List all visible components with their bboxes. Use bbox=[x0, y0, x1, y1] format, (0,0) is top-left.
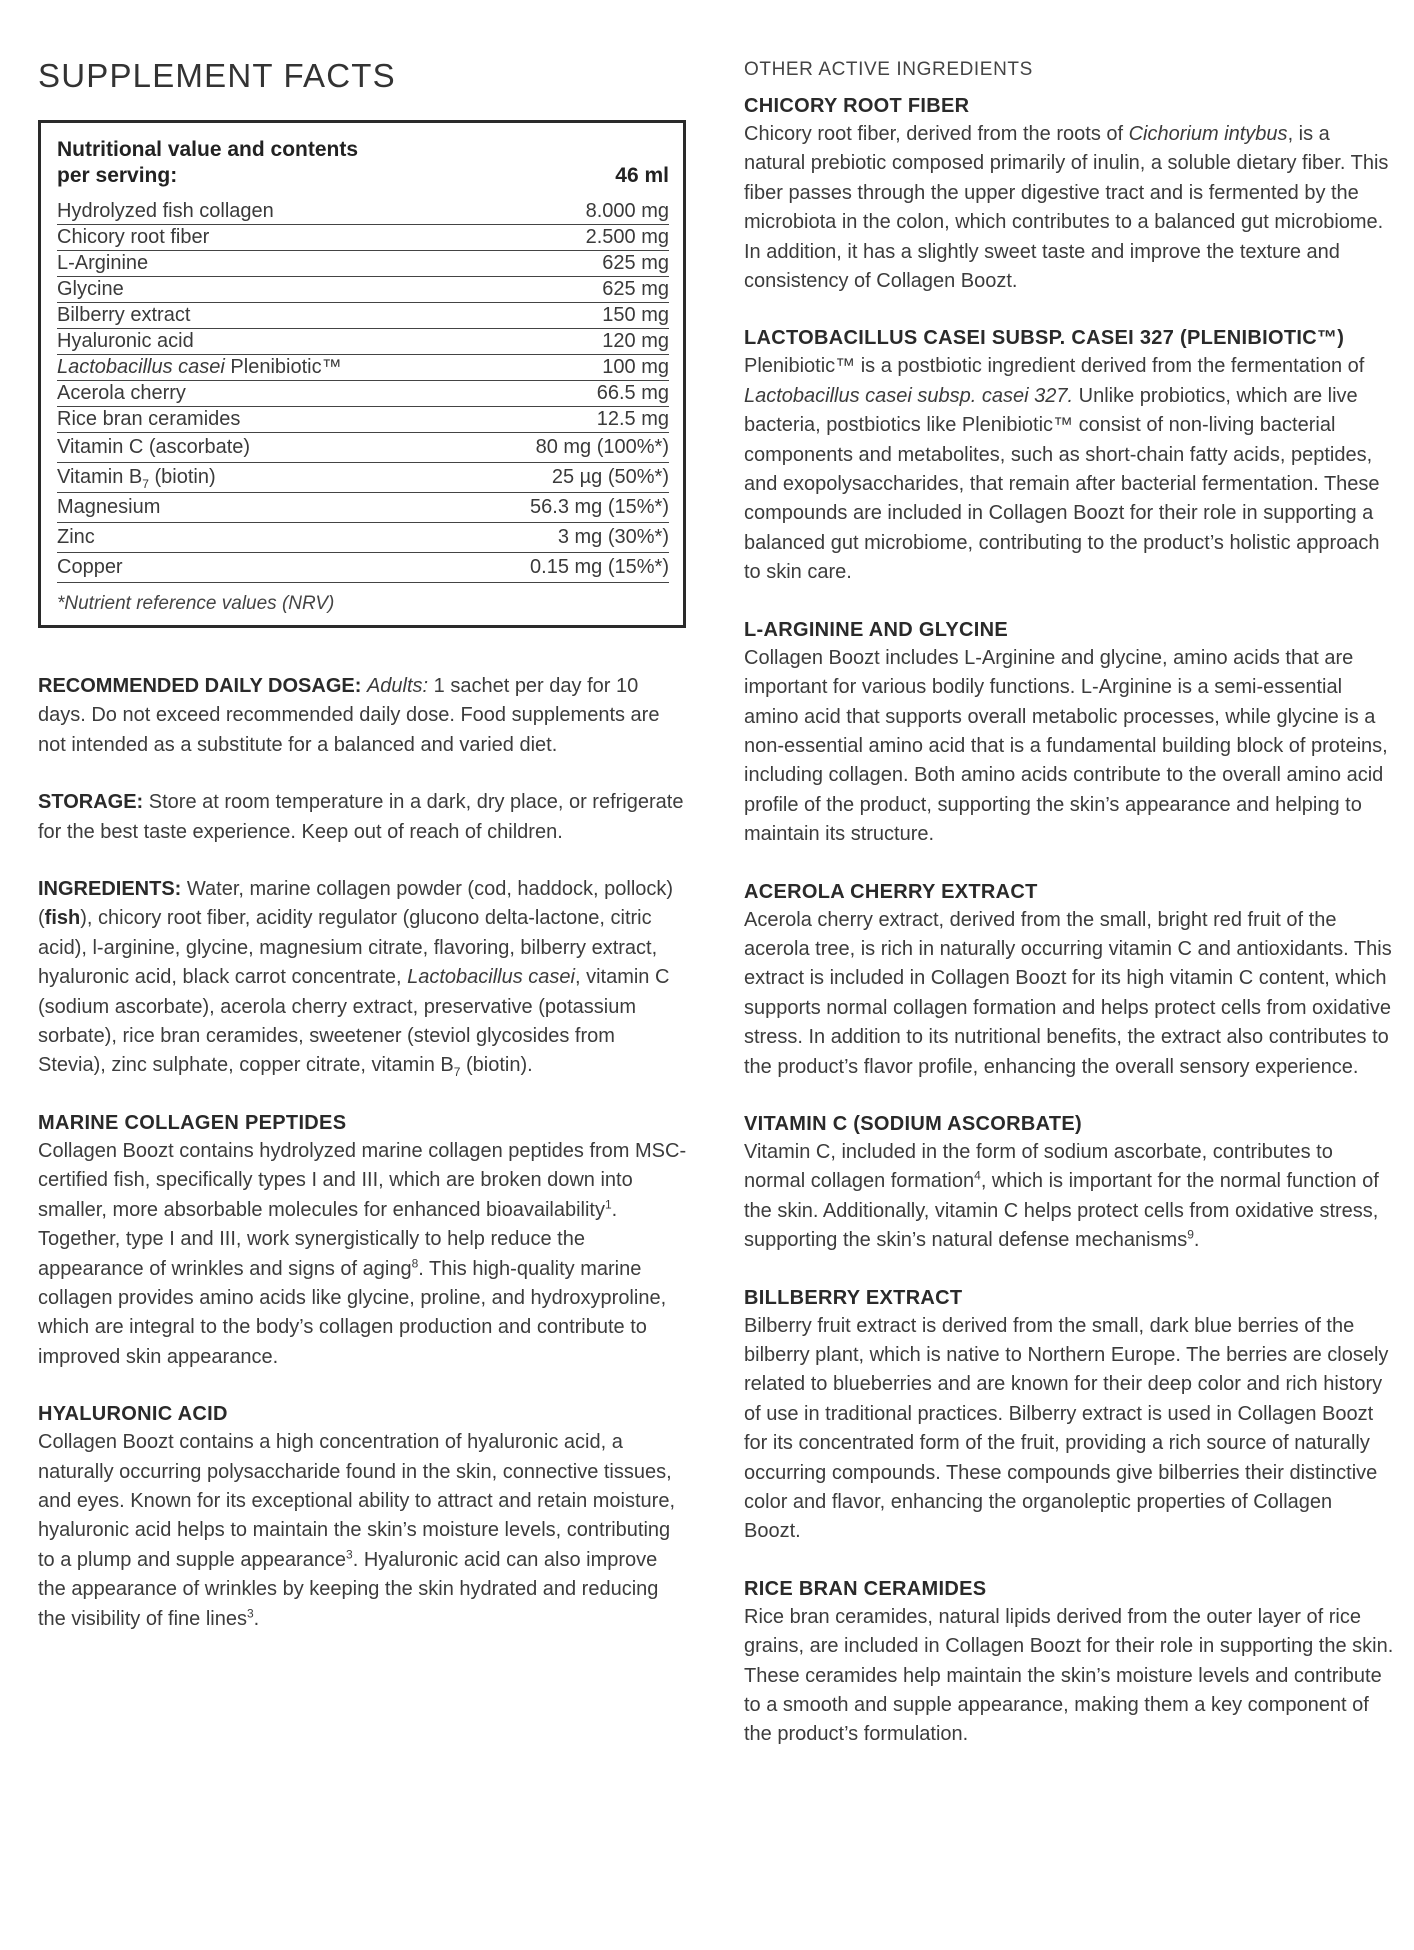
hyaluronic-text-1: Collagen Boozt contains a high concentration of hyaluronic acid, a naturally occurring polysaccharide found in the skin, connective tissues, and eyes. Known for its exceptional ability to attract and retain moisture, hyaluronic acid helps to maintain the skin’s moisture levels, contributing to a plump and supple appearance bbox=[38, 1431, 676, 1571]
marine-paragraph bbox=[38, 1137, 688, 1372]
chicory-heading: CHICORY ROOT FIBER bbox=[744, 95, 970, 117]
bilberry-paragraph: Bilberry fruit extract is derived from the small, dark blue berries of the bilberry plant, which is native to Northern Europe. The berries are closely related to blueberries and are known for their deep color and rich history of use in traditional practices. Bilberry extract is used in Collagen Boozt for its concentrated form of the fruit, providing a rich source of naturally occurring compounds. These compounds give bilberries their distinctive color and flavor, enhancing the organoleptic properties of Collagen Boozt. bbox=[744, 1314, 1389, 1543]
marine-sup-1: 1 bbox=[604, 1197, 612, 1212]
ingredients-sub: 7 bbox=[453, 1065, 461, 1080]
dosage-label: RECOMMENDED DAILY DOSAGE: bbox=[38, 675, 362, 697]
serving-size: 46 ml bbox=[615, 164, 669, 187]
vitamin-row bbox=[57, 463, 669, 493]
vitamin-c-heading: VITAMIN C (SODIUM ASCORBATE) bbox=[744, 1112, 1083, 1135]
hyaluronic-section bbox=[38, 1400, 688, 1634]
acerola-paragraph: Acerola cherry extract, derived from the small, bright red fruit of the acerola tree, is rich in naturally occurring vitamin C and antioxidants. This extract is included in Collagen Boozt for its high vitamin C content, which supports normal collagen formation and helps protect cells from oxidative stress. In addition to its nutritional benefits, the extract also contributes to the product’s flavor profile, enhancing the overall sensory experience. bbox=[744, 908, 1392, 1078]
ingredients-text-3: , vitamin C (sodium ascorbate), acerola cherry extract, preservative (potassium sorbate), rice bran ceramides, sweetener (steviol glycosides from Stevia), zinc sulphate, copper citrate, vitamin B bbox=[38, 966, 670, 1077]
ingredient-amount: 625 mg bbox=[602, 252, 669, 274]
vitamin-name bbox=[57, 463, 216, 492]
lacto-paragraph bbox=[744, 352, 1394, 587]
dosage-text: 1 sachet per day for 10 days. Do not exceed recommended daily dose. Food supplements are not intended as a substitute for a balanced and varied diet. bbox=[38, 675, 660, 756]
ingredient-name: Acerola cherry bbox=[57, 382, 186, 404]
chicory-italic: Cichorium intybus bbox=[1128, 123, 1288, 145]
vitamin-name: Magnesium bbox=[57, 496, 161, 518]
hyaluronic-sup-1: 3 bbox=[346, 1547, 353, 1562]
hyaluronic-text-3: . bbox=[253, 1607, 260, 1630]
ingredient-amount: 12.5 mg bbox=[596, 408, 669, 430]
chicory-text-1: Chicory root fiber, derived from the roots of bbox=[744, 123, 1129, 145]
ingredients-lacto: Lactobacillus casei bbox=[407, 966, 575, 989]
vitamin-amount: 80 mg (100%*) bbox=[535, 436, 669, 458]
facts-row bbox=[57, 277, 669, 303]
facts-row bbox=[57, 381, 669, 407]
chicory-paragraph bbox=[744, 120, 1394, 296]
rice-section bbox=[744, 1575, 1394, 1750]
lacto-heading: LACTOBACILLUS CASEI SUBSP. CASEI 327 (PLENIBIOTIC™) bbox=[744, 327, 1345, 350]
right-column bbox=[744, 58, 1394, 1778]
facts-header bbox=[57, 137, 669, 189]
marine-section bbox=[38, 1109, 688, 1372]
ingredient-name-italic: Lactobacillus casei bbox=[57, 356, 225, 378]
ingredient-name: L-Arginine bbox=[57, 252, 149, 274]
ingredient-name: Rice bran ceramides bbox=[57, 408, 241, 430]
ingredient-name-rest: Plenibiotic™ bbox=[224, 356, 342, 378]
ingredient-amount: 8.000 mg bbox=[585, 200, 669, 222]
ingredient-name: Glycine bbox=[57, 278, 124, 300]
hyaluronic-paragraph bbox=[38, 1428, 688, 1634]
arginine-section bbox=[744, 616, 1394, 850]
vitamin-row bbox=[57, 433, 669, 463]
facts-row bbox=[57, 329, 669, 355]
chicory-section bbox=[744, 92, 1394, 296]
ingredients-text-1: Water, marine collagen powder (cod, haddock, pollock) ( bbox=[38, 878, 674, 930]
ingredient-amount: 625 mg bbox=[602, 278, 669, 300]
ingredient-amount: 100 mg bbox=[602, 356, 669, 378]
ingredient-name bbox=[57, 355, 342, 380]
acerola-heading: ACEROLA CHERRY EXTRACT bbox=[744, 880, 1038, 903]
vitamin-c-sup-2: 9 bbox=[1187, 1227, 1194, 1242]
ingredients-label: INGREDIENTS: bbox=[38, 878, 182, 901]
marine-text-2: . Together, type I and III, work synergistically to help reduce the appearance of wrinkles and signs of aging bbox=[38, 1198, 618, 1280]
hyaluronic-heading: HYALURONIC ACID bbox=[38, 1403, 228, 1426]
ingredient-amount: 66.5 mg bbox=[596, 382, 669, 404]
ingredient-name: Bilberry extract bbox=[57, 304, 191, 326]
ingredients-paragraph bbox=[38, 875, 688, 1081]
facts-row bbox=[57, 303, 669, 329]
lacto-italic: Lactobacillus casei subsp. casei 327. bbox=[744, 384, 1074, 407]
vitamin-c-section bbox=[744, 1110, 1394, 1256]
dosage-paragraph bbox=[38, 672, 688, 760]
vitamin-name: Copper bbox=[57, 556, 123, 578]
lacto-section bbox=[744, 324, 1394, 587]
vitamin-name: Zinc bbox=[57, 526, 95, 548]
vitamin-c-text-2: , which is important for the normal function of the skin. Additionally, vitamin C helps protect cells from oxidative stress, supporting the skin’s natural defense mechanisms bbox=[744, 1170, 1379, 1252]
acerola-section bbox=[744, 878, 1394, 1082]
hyaluronic-sup-2: 3 bbox=[246, 1605, 254, 1620]
facts-rows bbox=[57, 199, 669, 583]
dosage-section bbox=[38, 672, 688, 760]
rice-heading: RICE BRAN CERAMIDES bbox=[744, 1577, 987, 1600]
ingredients-text-2: ), chicory root fiber, acidity regulator (glucono delta-lactone, citric acid), l-arginine, glycine, magnesium citrate, flavoring, bilberry extract, hyaluronic acid, black carrot concentrate, bbox=[38, 907, 658, 989]
left-column bbox=[38, 56, 688, 1634]
rice-paragraph: Rice bran ceramides, natural lipids derived from the outer layer of rice grains, are included in Collagen Boozt for their role in supporting the skin. These ceramides help maintain the skin’s moisture levels and contribute to a smooth and supple appearance, making them a key component of the product’s formulation. bbox=[744, 1605, 1394, 1746]
marine-heading: MARINE COLLAGEN PEPTIDES bbox=[38, 1111, 347, 1134]
facts-row bbox=[57, 199, 669, 225]
ingredient-amount: 2.500 mg bbox=[585, 226, 669, 248]
ingredient-amount: 150 mg bbox=[602, 304, 669, 326]
vitamin-amount: 25 µg (50%*) bbox=[551, 466, 669, 488]
ingredient-name: Hydrolyzed fish collagen bbox=[57, 200, 274, 222]
vitamin-row bbox=[57, 553, 669, 583]
ingredients-text-4: (biotin). bbox=[460, 1054, 533, 1077]
facts-row bbox=[57, 225, 669, 251]
vitamin-c-paragraph bbox=[744, 1138, 1394, 1256]
lacto-text-1: Plenibiotic™ is a postbiotic ingredient derived from the fermentation of bbox=[744, 355, 1365, 378]
vitamin-row bbox=[57, 493, 669, 523]
vitamin-name-post: (biotin) bbox=[148, 466, 216, 488]
vitamin-name-pre: Vitamin B bbox=[57, 466, 143, 488]
ingredient-name: Chicory root fiber bbox=[57, 226, 210, 248]
vitamin-amount: 0.15 mg (15%*) bbox=[530, 556, 669, 578]
vitamin-c-text-3: . bbox=[1193, 1229, 1200, 1252]
storage-paragraph bbox=[38, 788, 688, 847]
storage-section bbox=[38, 788, 688, 847]
vitamin-amount: 56.3 mg (15%*) bbox=[530, 496, 669, 518]
lacto-text-2: Unlike probiotics, which are live bacteria, postbiotics like Plenibiotic™ consist of non-living bacterial components and metabolites, such as short-chain fatty acids, peptides, and exopolysaccharides, that remain after bacterial fermentation. These compounds are included in Collagen Boozt for their role in supporting a balanced gut microbiome, contributing to the product’s holistic approach to skin care. bbox=[744, 384, 1380, 584]
vitamin-amount: 3 mg (30%*) bbox=[557, 526, 669, 548]
storage-text: Store at room temperature in a dark, dry place, or refrigerate for the best taste experience. Keep out of reach of children. bbox=[38, 791, 684, 843]
marine-text-1: Collagen Boozt contains hydrolyzed marine collagen peptides from MSC-certified fish, specifically types I and III, which are broken down into smaller, more absorbable molecules for enhanced bioavailability bbox=[38, 1139, 687, 1221]
ingredient-amount: 120 mg bbox=[602, 330, 669, 352]
storage-label: STORAGE: bbox=[38, 791, 144, 814]
marine-sup-2: 8 bbox=[411, 1255, 419, 1270]
facts-row bbox=[57, 355, 669, 381]
marine-text-3: . This high-quality marine collagen provides amino acids like glycine, proline, and hydroxyproline, which are integral to the body’s collagen production and contribute to improved skin appearance. bbox=[38, 1257, 667, 1368]
vitamin-name: Vitamin C (ascorbate) bbox=[57, 436, 251, 458]
arginine-heading: L-ARGININE AND GLYCINE bbox=[744, 618, 1009, 641]
facts-row bbox=[57, 407, 669, 433]
page-title: SUPPLEMENT FACTS bbox=[38, 57, 396, 94]
vitamin-name-sub: 7 bbox=[142, 477, 149, 491]
facts-heading-line1: Nutritional value and contents bbox=[57, 138, 359, 161]
vitamin-c-sup-1: 4 bbox=[974, 1168, 981, 1183]
nrv-note: *Nutrient reference values (NRV) bbox=[57, 593, 335, 614]
other-ingredients-label: OTHER ACTIVE INGREDIENTS bbox=[744, 59, 1033, 80]
facts-heading-line2: per serving: bbox=[57, 164, 178, 187]
ingredient-name: Hyaluronic acid bbox=[57, 330, 194, 352]
ingredients-section bbox=[38, 875, 688, 1081]
ingredients-fish: fish bbox=[44, 907, 81, 930]
facts-row bbox=[57, 251, 669, 277]
dosage-adults: Adults: bbox=[366, 675, 429, 697]
vitamin-c-text-1: Vitamin C, included in the form of sodium ascorbate, contributes to normal collagen formation bbox=[744, 1140, 1333, 1193]
facts-heading bbox=[57, 137, 437, 189]
supplement-facts-table bbox=[38, 120, 686, 628]
bilberry-heading: BILLBERRY EXTRACT bbox=[744, 1286, 963, 1309]
vitamin-row bbox=[57, 523, 669, 553]
chicory-text-2: , is a natural prebiotic composed primarily of inulin, a soluble dietary fiber. This fiber passes through the upper digestive tract and is fermented by the microbiota in the colon, which contributes to a balanced gut microbiome. In addition, it has a slightly sweet taste and improve the texture and consistency of Collagen Boozt. bbox=[744, 123, 1389, 293]
bilberry-section bbox=[744, 1284, 1394, 1547]
arginine-paragraph: Collagen Boozt includes L-Arginine and glycine, amino acids that are important for various bodily functions. L-Arginine is a semi-essential amino acid that supports overall metabolic processes, while glycine is a non-essential amino acid that is a fundamental building block of proteins, including collagen. Both amino acids contribute to the overall amino acid profile of the product, supporting the skin’s appearance and helping to maintain its structure. bbox=[744, 646, 1388, 846]
hyaluronic-text-2: . Hyaluronic acid can also improve the appearance of wrinkles by keeping the skin hydrated and reducing the visibility of fine lines bbox=[38, 1548, 659, 1630]
